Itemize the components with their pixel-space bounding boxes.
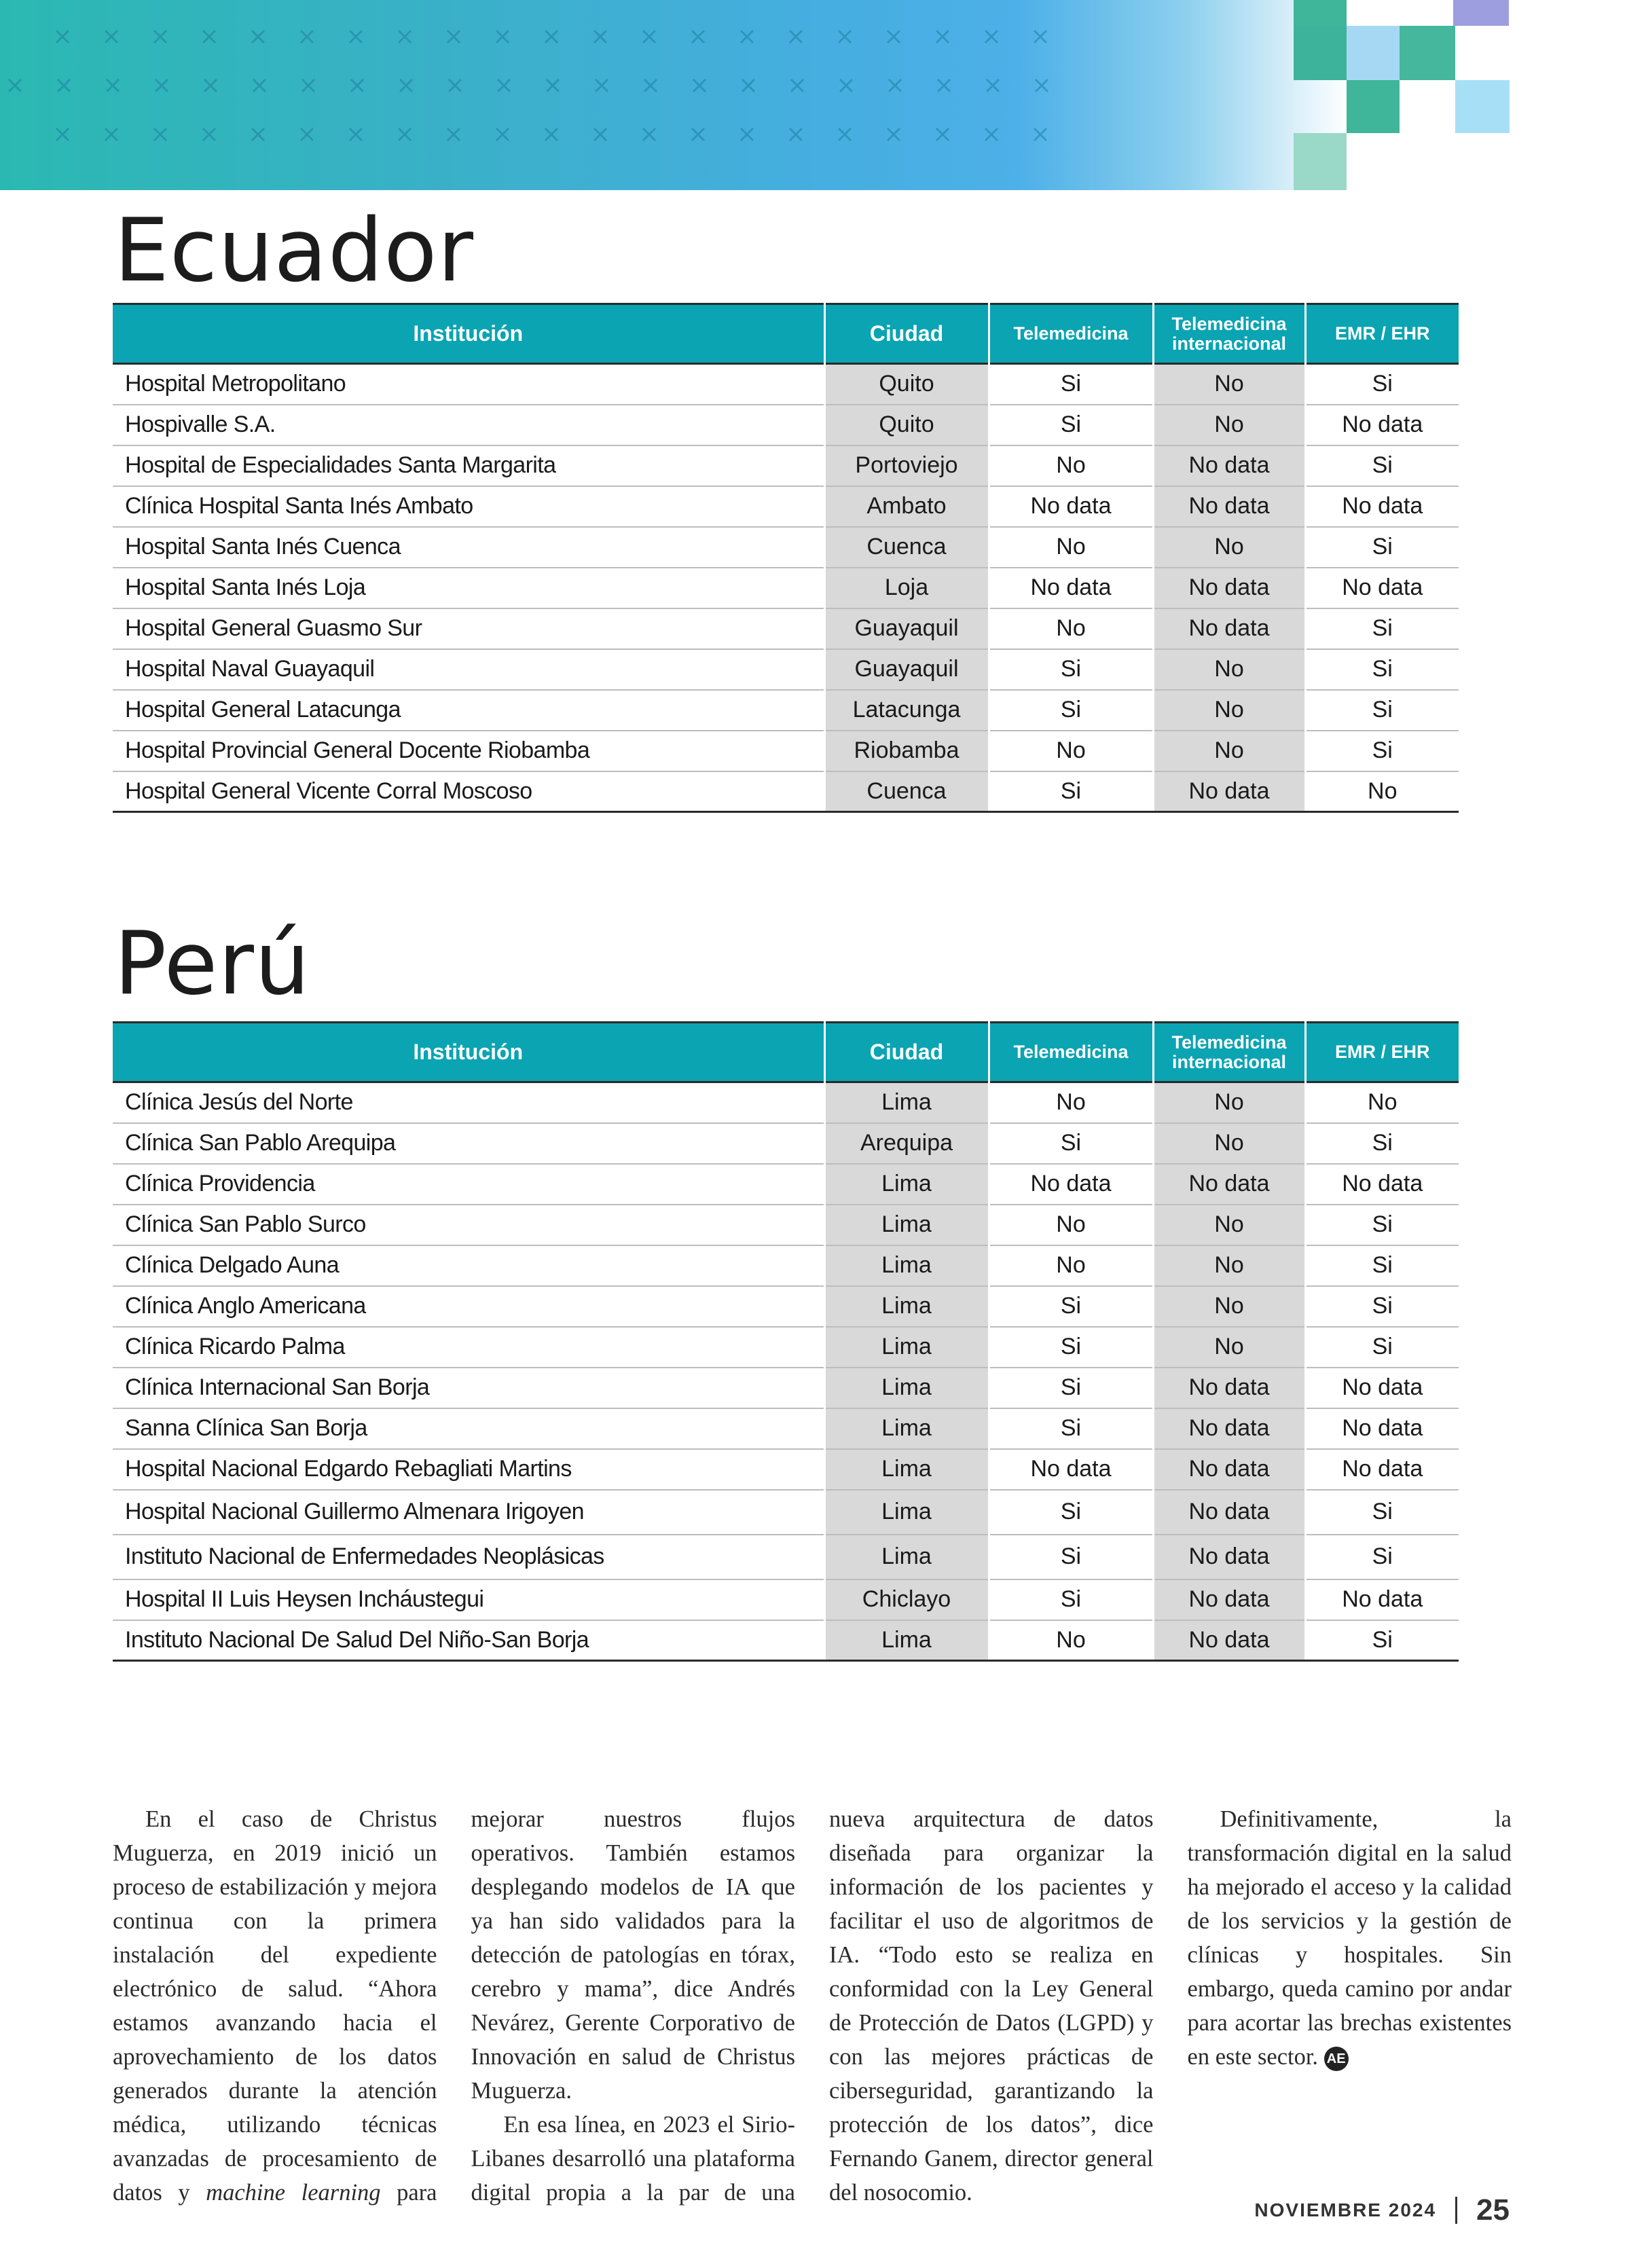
cell-institucion: Hospital Santa Inés Loja [113,568,824,608]
cell-institucion: Hospital Provincial General Docente Riobamba [113,731,824,771]
col-header-institucion: Institución [113,1023,824,1082]
x-mark-icon [545,31,558,43]
cell-telemedicina-internacional: No data [1153,1535,1305,1579]
cell-telemedicina-internacional: No data [1153,1490,1305,1535]
cell-emr: Si [1305,527,1459,568]
article-emphasis: machine learning [206,2180,381,2206]
page-number: 25 [1476,2193,1510,2227]
cell-telemedicina-internacional: No [1153,690,1305,731]
cell-telemedicina-internacional: No data [1153,486,1305,527]
x-mark-icon [156,79,168,92]
section-title-peru: Perú [114,913,311,1014]
x-mark-icon [987,79,999,92]
cell-ciudad: Arequipa [824,1123,989,1164]
cell-ciudad: Lima [824,1245,989,1286]
cell-emr: No [1305,1082,1459,1123]
x-mark-icon [889,79,901,92]
decor-tile [1347,0,1400,26]
peru-table [113,1021,1459,1662]
cell-ciudad: Lima [824,1535,989,1579]
cell-telemedicina-internacional: No data [1153,1579,1305,1620]
x-mark-icon [547,79,559,92]
x-mark-icon [252,31,264,43]
cell-emr: No data [1305,405,1459,445]
table-header-row [113,1023,1459,1082]
footer-divider [1455,2197,1457,2224]
cell-telemedicina: Si [989,364,1153,405]
x-mark-icon [790,31,802,43]
x-mark-icon [498,79,510,92]
x-mark-icon [936,128,949,141]
cell-telemedicina: Si [989,1408,1153,1449]
cell-telemedicina: Si [989,1535,1153,1579]
x-mark-icon [936,31,949,43]
cell-telemedicina: No [989,1620,1153,1661]
cell-telemedicina-internacional: No [1153,1327,1305,1368]
cell-ciudad: Portoviejo [824,445,989,486]
cell-ciudad: Lima [824,1449,989,1490]
cell-telemedicina: Si [989,1368,1153,1408]
cell-institucion: Instituto Nacional De Salud Del Niño-San Borja [113,1620,824,1661]
cell-institucion: Clínica Providencia [113,1164,824,1205]
x-mark-icon [56,31,69,43]
x-mark-icon [203,128,215,141]
cell-emr: No data [1305,1408,1459,1449]
cell-telemedicina-internacional: No [1153,1082,1305,1123]
cell-emr: Si [1305,649,1459,690]
cell-telemedicina: Si [989,649,1153,690]
x-mark-icon [791,79,803,92]
cell-ciudad: Guayaquil [824,649,989,690]
decor-tile [1455,80,1510,133]
cell-telemedicina-internacional: No data [1153,1620,1305,1661]
cell-institucion: Hospivalle S.A. [113,405,824,445]
cell-emr: Si [1305,1286,1459,1327]
cell-ciudad: Lima [824,1164,989,1205]
x-mark-icon [9,79,21,92]
col-header-line: Telemedicina [1171,1032,1287,1053]
cell-telemedicina-internacional: No data [1153,445,1305,486]
cell-institucion: Hospital Naval Guayaquil [113,649,824,690]
article-text: En el caso de Christus Muguerza, en 2019 inició un proceso de estabilización y mejora continua con la primera instalación del expediente electrónico de salud. “Ahora estamos avanzando hacia el aprovechamiento de los datos generados durante la atención médica, utilizando técnicas avanzadas de procesamiento de datos y [113,1806,437,2206]
article-paragraph [1188,1802,1512,2074]
x-mark-icon [252,128,264,141]
cell-institucion: Instituto Nacional de Enfermedades Neoplásicas [113,1535,824,1579]
x-mark-icon [350,128,362,141]
table-row [113,1205,1459,1245]
col-header-telemedicina-internacional [1153,304,1305,364]
article-end-mark-icon: AE [1324,2047,1349,2071]
cell-institucion: Hospital Nacional Edgardo Rebagliati Martins [113,1449,824,1490]
cell-telemedicina: No [989,527,1153,568]
x-mark-icon [1034,128,1046,141]
cell-telemedicina: No data [989,568,1153,608]
cell-emr: No data [1305,1164,1459,1205]
table-row [113,445,1459,486]
table-row [113,405,1459,445]
cell-emr: No data [1305,1449,1459,1490]
article-body [113,1802,1512,2210]
cell-telemedicina: No [989,731,1153,771]
cell-telemedicina-internacional: No data [1153,771,1305,812]
col-header-telemedicina-internacional [1153,1023,1305,1082]
cell-telemedicina-internacional: No [1153,1245,1305,1286]
cell-emr: Si [1305,608,1459,649]
decor-tile [1294,133,1347,190]
cell-institucion: Clínica Ricardo Palma [113,1327,824,1368]
cell-telemedicina-internacional: No [1153,1286,1305,1327]
issue-date: NOVIEMBRE 2024 [1254,2199,1437,2220]
cell-telemedicina-internacional: No data [1153,1408,1305,1449]
x-mark-icon [545,128,558,141]
cell-telemedicina-internacional: No [1153,1205,1305,1245]
cell-telemedicina: Si [989,1579,1153,1620]
cell-institucion: Hospital General Guasmo Sur [113,608,824,649]
x-mark-icon [399,128,411,141]
cell-telemedicina-internacional: No data [1153,568,1305,608]
header-banner [0,0,1644,190]
x-mark-icon [302,79,314,92]
decor-tile [1400,26,1455,80]
x-mark-icon [938,79,950,92]
cell-telemedicina: No [989,1082,1153,1123]
cell-telemedicina: No [989,1245,1153,1286]
col-header-telemedicina: Telemedicina [989,1023,1153,1082]
table-row [113,690,1459,731]
cell-ciudad: Lima [824,1205,989,1245]
x-mark-icon [351,79,363,92]
cell-ciudad: Cuenca [824,771,989,812]
x-mark-icon [203,31,215,43]
cell-institucion: Hospital General Latacunga [113,690,824,731]
cell-telemedicina-internacional: No data [1153,1164,1305,1205]
cell-ciudad: Lima [824,1327,989,1368]
cell-telemedicina: No data [989,486,1153,527]
cell-institucion: Clínica Anglo Americana [113,1286,824,1327]
x-mark-icon [741,31,753,43]
cell-telemedicina: No [989,445,1153,486]
cell-ciudad: Guayaquil [824,608,989,649]
x-mark-icon [839,128,851,141]
cell-emr: No data [1305,1368,1459,1408]
cell-emr: Si [1305,1490,1459,1535]
cell-ciudad: Lima [824,1368,989,1408]
col-header-line: internacional [1171,1051,1287,1072]
table-row [113,1327,1459,1368]
x-mark-icon [594,31,606,43]
x-mark-icon [154,31,166,43]
cell-emr: Si [1305,1620,1459,1661]
cell-telemedicina-internacional: No [1153,731,1305,771]
cell-emr: Si [1305,690,1459,731]
cell-institucion: Clínica San Pablo Surco [113,1205,824,1245]
cell-institucion: Hospital Metropolitano [113,364,824,405]
x-mark-icon [888,128,900,141]
table-row [113,608,1459,649]
cell-emr: No data [1305,1579,1459,1620]
table-row [113,1082,1459,1123]
decor-tile [1347,80,1400,133]
table-row [113,1164,1459,1205]
cell-ciudad: Quito [824,405,989,445]
cell-emr: Si [1305,364,1459,405]
cell-ciudad: Lima [824,1082,989,1123]
cell-institucion: Hospital de Especialidades Santa Margarita [113,445,824,486]
x-mark-icon [741,128,753,141]
cell-emr: Si [1305,1205,1459,1245]
cell-telemedicina: No [989,608,1153,649]
x-pattern-decoration [0,15,1086,178]
table-row [113,649,1459,690]
ecuador-table [113,303,1459,813]
x-mark-icon [742,79,754,92]
table-row [113,1245,1459,1286]
table-row [113,1286,1459,1327]
cell-telemedicina-internacional: No [1153,405,1305,445]
x-mark-icon [105,128,117,141]
article-text: Definitivamente, la transformación digital en la salud ha mejorado el acceso y la calidad de los servicios y la gestión de clínicas y hospitales. Sin embargo, queda camino por andar para acortar las brechas existentes en este sector. [1187,1806,1512,2070]
x-mark-icon [449,79,461,92]
cell-emr: Si [1305,445,1459,486]
cell-ciudad: Lima [824,1620,989,1661]
col-header-institucion: Institución [113,304,824,364]
cell-telemedicina: Si [989,690,1153,731]
cell-telemedicina: Si [989,1327,1153,1368]
table-header-row [113,304,1459,364]
x-mark-icon [644,79,657,92]
x-mark-icon [840,79,852,92]
x-mark-icon [399,31,411,43]
article-text: para mejorar nuestros flujos operativos. También estamos desplegando modelos de IA que ya han sido validados para la detección de patologías en tórax, cerebro y mama”, dice Andrés Nevárez, Gerente Corporativo de Innovación en salud de Christus Muguerza. [380,1806,795,2206]
x-mark-icon [496,31,509,43]
col-header-ciudad: Ciudad [824,1023,989,1082]
x-mark-icon [1034,31,1046,43]
cell-telemedicina-internacional: No [1153,527,1305,568]
x-mark-icon [888,31,900,43]
x-mark-icon [301,31,313,43]
cell-institucion: Clínica Hospital Santa Inés Ambato [113,486,824,527]
cell-institucion: Clínica Delgado Auna [113,1245,824,1286]
x-mark-icon [596,79,608,92]
cell-ciudad: Lima [824,1408,989,1449]
cell-ciudad: Loja [824,568,989,608]
table-row [113,364,1459,405]
cell-telemedicina: Si [989,1490,1153,1535]
page-footer [1254,2193,1510,2227]
cell-emr: Si [1305,1535,1459,1579]
cell-institucion: Sanna Clínica San Borja [113,1408,824,1449]
col-header-emr: EMR / EHR [1305,304,1459,364]
x-mark-icon [253,79,266,92]
x-mark-icon [56,128,69,141]
table-row [113,1408,1459,1449]
decor-tile [1294,26,1347,80]
x-mark-icon [643,31,655,43]
x-mark-icon [350,31,362,43]
cell-telemedicina: No data [989,1449,1153,1490]
decor-tile [1294,0,1347,26]
cell-emr: Si [1305,1327,1459,1368]
x-mark-icon [105,31,117,43]
col-header-line: Telemedicina [1171,314,1287,335]
table-row [113,527,1459,568]
cell-telemedicina-internacional: No [1153,649,1305,690]
x-mark-icon [58,79,70,92]
cell-telemedicina: Si [989,1123,1153,1164]
cell-ciudad: Riobamba [824,731,989,771]
cell-telemedicina-internacional: No [1153,364,1305,405]
cell-ciudad: Latacunga [824,690,989,731]
x-mark-icon [447,31,460,43]
cell-institucion: Hospital Santa Inés Cuenca [113,527,824,568]
cell-telemedicina-internacional: No [1153,1123,1305,1164]
table-row [113,1123,1459,1164]
cell-ciudad: Chiclayo [824,1579,989,1620]
decor-tile [1347,26,1400,80]
x-mark-icon [301,128,313,141]
table-row [113,568,1459,608]
x-mark-icon [496,128,509,141]
table-row [113,1535,1459,1579]
table-row [113,1579,1459,1620]
cell-institucion: Clínica San Pablo Arequipa [113,1123,824,1164]
cell-emr: Si [1305,1123,1459,1164]
cell-ciudad: Lima [824,1490,989,1535]
col-header-emr: EMR / EHR [1305,1023,1459,1082]
cell-telemedicina: Si [989,1286,1153,1327]
cell-ciudad: Ambato [824,486,989,527]
cell-telemedicina-internacional: No data [1153,1368,1305,1408]
cell-institucion: Hospital Nacional Guillermo Almenara Irigoyen [113,1490,824,1535]
cell-emr: Si [1305,731,1459,771]
x-mark-icon [692,31,704,43]
x-mark-icon [985,128,998,141]
col-header-telemedicina: Telemedicina [989,304,1153,364]
col-header-ciudad: Ciudad [824,304,989,364]
table-row [113,1449,1459,1490]
x-mark-icon [400,79,412,92]
x-mark-icon [839,31,851,43]
x-mark-icon [447,128,460,141]
x-mark-icon [204,79,217,92]
x-mark-icon [154,128,166,141]
decor-tile [1453,0,1509,26]
cell-telemedicina: Si [989,405,1153,445]
x-mark-icon [594,128,606,141]
table-row [113,771,1459,812]
x-mark-icon [693,79,706,92]
table-row [113,731,1459,771]
x-mark-icon [1036,79,1048,92]
cell-ciudad: Cuenca [824,527,989,568]
cell-emr: No [1305,771,1459,812]
section-title-ecuador: Ecuador [114,200,474,301]
col-header-line: internacional [1171,333,1287,354]
x-mark-icon [692,128,704,141]
cell-emr: Si [1305,1245,1459,1286]
x-mark-icon [985,31,998,43]
article-paragraph: En esa línea, en 2023 el Sirio-Libanes desarrolló una plataforma digital propia a la par de una nueva arquitectura de datos diseñada para organizar la información de los pacientes y facilitar el uso de algoritmos de IA. “Todo esto se realiza en conformidad con la Ley General de Protección de Datos (LGPD) y con las mejores prácticas de ciberseguridad, garantizando la protección de los datos”, dice Fernando Ganem, director general del nosocomio. [471,1806,1154,2206]
cell-institucion: Clínica Internacional San Borja [113,1368,824,1408]
cell-emr: No data [1305,486,1459,527]
cell-telemedicina-internacional: No data [1153,608,1305,649]
x-mark-icon [643,128,655,141]
cell-emr: No data [1305,568,1459,608]
cell-telemedicina: No data [989,1164,1153,1205]
cell-ciudad: Quito [824,364,989,405]
cell-ciudad: Lima [824,1286,989,1327]
cell-institucion: Clínica Jesús del Norte [113,1082,824,1123]
cell-telemedicina-internacional: No data [1153,1449,1305,1490]
x-mark-icon [107,79,119,92]
cell-institucion: Hospital General Vicente Corral Moscoso [113,771,824,812]
table-row [113,1368,1459,1408]
table-row [113,1490,1459,1535]
cell-institucion: Hospital II Luis Heysen Incháustegui [113,1579,824,1620]
table-row [113,1620,1459,1661]
x-mark-icon [790,128,802,141]
cell-telemedicina: Si [989,771,1153,812]
cell-telemedicina: No [989,1205,1153,1245]
table-row [113,486,1459,527]
